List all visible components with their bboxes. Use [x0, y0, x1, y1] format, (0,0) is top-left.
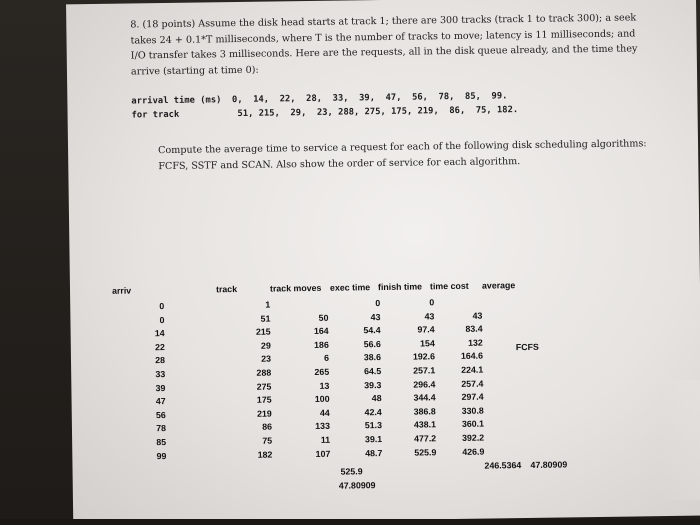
- cell-finish-time: 477.2: [414, 433, 437, 444]
- arrival-line: arrival time (ms) 0, 14, 22, 28, 33, 39, 47, 56, 78, 85, 99.: [131, 91, 508, 107]
- cell-exec-time: 51.3: [364, 420, 383, 431]
- cell-arrival: 99: [156, 450, 167, 461]
- cell-track: 219: [257, 408, 272, 419]
- cell-finish-time: 43: [424, 310, 435, 322]
- cell-track: 288: [256, 367, 272, 378]
- cell-track-moves: 6: [324, 353, 330, 364]
- cell-finish-time: 97.4: [417, 324, 435, 335]
- cell-time-cost: 164.6: [460, 351, 484, 362]
- cell-arrival: 78: [156, 423, 167, 434]
- header-time-cost: time cost: [429, 280, 469, 292]
- cell-exec-time: 43: [370, 311, 381, 322]
- cell-track: 175: [256, 394, 272, 405]
- cell-time-cost: 43: [472, 310, 483, 321]
- cell-track-moves: 133: [315, 421, 331, 432]
- cell-track-moves: 13: [319, 380, 330, 391]
- compute-instructions: Compute the average time to service a request for each of the following disk scheduling algorithms: FCFS, SSTF and SCAN. Also show the order of service for each algorithm.: [158, 138, 647, 172]
- cell-track-moves: 44: [319, 407, 330, 418]
- cell-time-cost: 330.8: [461, 405, 484, 416]
- fcfs-label: FCFS: [515, 341, 539, 353]
- cell-finish-time: 257.1: [413, 365, 436, 376]
- cell-time-cost: 297.4: [461, 391, 484, 403]
- header-finish-time: finish time: [377, 281, 423, 293]
- cell-time-cost: 132: [468, 337, 483, 348]
- header-track-moves: track moves: [269, 282, 322, 294]
- exec-average: 47.80909: [338, 480, 376, 491]
- cell-track: 182: [257, 449, 273, 460]
- cell-time-cost: 257.4: [461, 378, 484, 389]
- cell-finish-time: 154: [420, 338, 435, 349]
- cell-arrival: 22: [154, 341, 165, 352]
- arrival-table-text: [131, 89, 631, 123]
- cell-finish-time: 296.4: [413, 378, 436, 390]
- cost-average: 47.80909: [530, 459, 568, 470]
- problem-statement: 8. (18 points) Assume the disk head starts at track 1; there are 300 tracks (track 1 to track 300); a seek takes 24 + 0.1*T milliseconds, where T is the number of tracks to move; latency is 11 milliseconds; and I/O transfer takes 3 milliseconds. Here are the requests, all in the disk queue already, and the time they arrive (starting at time 0):: [130, 12, 638, 78]
- cell-arrival: 39: [155, 382, 166, 393]
- cell-time-cost: 224.1: [461, 364, 484, 375]
- cell-arrival: 33: [155, 369, 166, 380]
- cell-track-moves: 164: [313, 325, 329, 337]
- header-arriv: arriv: [111, 285, 132, 296]
- cell-finish-time: 0: [429, 297, 435, 308]
- cell-track: 51: [260, 313, 271, 324]
- cell-exec-time: 39.3: [364, 379, 382, 390]
- cell-track-moves: 265: [314, 366, 330, 377]
- cell-track: 275: [256, 381, 272, 392]
- cell-arrival: 56: [155, 409, 166, 420]
- cell-arrival: 28: [155, 355, 166, 366]
- cell-time-cost: 426.9: [462, 446, 485, 457]
- cell-finish-time: 192.6: [412, 351, 436, 362]
- track-line: for track 51, 215, 29, 23, 288, 275, 175, 219, 86, 75, 182.: [131, 104, 519, 120]
- cell-exec-time: 48: [371, 393, 382, 404]
- cell-finish-time: 344.4: [413, 392, 436, 403]
- cell-track-moves: 50: [318, 312, 329, 323]
- cell-track-moves: 186: [314, 339, 329, 350]
- cell-arrival: 47: [155, 396, 166, 407]
- cell-finish-time: 438.1: [413, 419, 437, 430]
- cell-exec-time: 48.7: [365, 447, 383, 458]
- cell-finish-time: 525.9: [414, 446, 437, 458]
- cell-track: 1: [265, 299, 271, 310]
- header-exec-time: exec time: [329, 282, 371, 293]
- cell-exec-time: 56.6: [363, 338, 381, 350]
- cell-track: 29: [260, 340, 271, 351]
- cell-track: 23: [261, 353, 272, 365]
- cell-exec-time: 54.4: [363, 325, 381, 336]
- cell-exec-time: 0: [375, 298, 381, 309]
- cell-track: 215: [255, 326, 271, 337]
- cell-exec-time: 64.5: [363, 366, 382, 377]
- cell-track-moves: 107: [315, 448, 331, 459]
- cell-track: 86: [262, 421, 273, 433]
- bottom-edge: [0, 519, 700, 525]
- cell-track-moves: 11: [320, 434, 331, 445]
- cell-exec-time: 38.6: [363, 352, 382, 363]
- cell-finish-time: 386.8: [413, 406, 436, 417]
- spreadsheet-table: [70, 278, 700, 525]
- cell-time-cost: 360.1: [461, 418, 484, 430]
- cell-exec-time: 39.1: [364, 434, 383, 445]
- cell-time-cost: 392.2: [462, 432, 485, 443]
- cost-total: 246.5364: [484, 460, 522, 471]
- cell-arrival: 85: [156, 437, 167, 448]
- cell-exec-time: 42.4: [364, 406, 382, 418]
- cell-arrival: 14: [154, 328, 165, 339]
- cell-track-moves: 100: [314, 393, 330, 405]
- cell-arrival: 0: [159, 314, 165, 325]
- exec-total: 525.9: [340, 466, 363, 477]
- cell-time-cost: 83.4: [465, 323, 483, 335]
- glare: [660, 380, 700, 500]
- cell-track: 75: [262, 435, 273, 446]
- paper-sheet: [66, 0, 700, 524]
- cell-arrival: 0: [159, 301, 165, 312]
- header-track: track: [215, 284, 238, 295]
- header-average: average: [481, 280, 516, 291]
